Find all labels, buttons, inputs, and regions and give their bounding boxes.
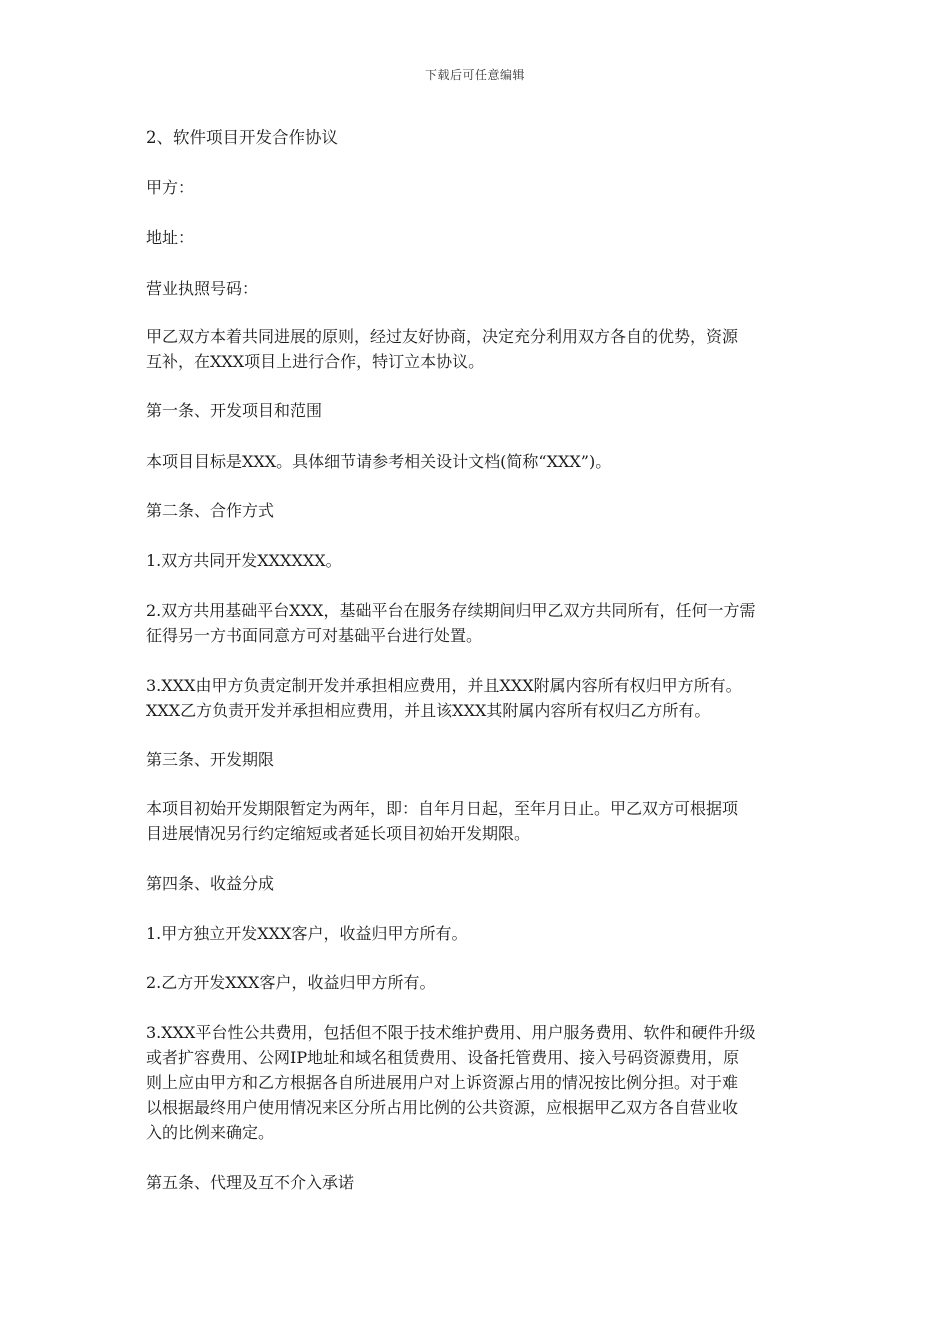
article-4-item-2: 2.乙方开发XXX客户，收益归甲方所有。 — [146, 973, 436, 992]
article-2-item-2 — [146, 598, 811, 648]
license-number-label: 营业执照号码： — [146, 279, 259, 298]
article-2-item-2-line: 2.双方共用基础平台XXX，基础平台在服务存续期间归甲乙双方共同所有，任何一方需 — [146, 601, 756, 620]
article-4-item-3 — [146, 1020, 811, 1145]
article-3-text — [146, 796, 811, 846]
article-5-title: 第五条、代理及互不介入承诺 — [146, 1173, 355, 1192]
article-1-text: 本项目目标是XXX。具体细节请参考相关设计文档(简称“XXX”)。 — [146, 452, 612, 471]
article-3-text-line: 目进展情况另行约定缩短或者延长项目初始开发期限。 — [146, 824, 531, 843]
article-4-item-3-line: 3.XXX平台性公共费用，包括但不限于技术维护费用、用户服务费用、软件和硬件升级 — [146, 1023, 756, 1042]
article-4-item-1: 1.甲方独立开发XXX客户，收益归甲方所有。 — [146, 924, 468, 943]
article-2-item-2-line: 征得另一方书面同意方可对基础平台进行处置。 — [146, 626, 483, 645]
article-2-item-3 — [146, 673, 811, 723]
article-2-title: 第二条、合作方式 — [146, 501, 275, 520]
article-2-item-3-line: XXX乙方负责开发并承担相应费用，并且该XXX其附属内容所有权归乙方所有。 — [146, 701, 711, 720]
article-2-item-1: 1.双方共同开发XXXXXX。 — [146, 551, 342, 570]
page-header-note: 下载后可任意编辑 — [424, 68, 525, 82]
address-label: 地址： — [146, 228, 195, 247]
party-a-label: 甲方： — [146, 178, 195, 197]
intro-paragraph — [146, 324, 811, 374]
article-2-item-3-line: 3.XXX由甲方负责定制开发并承担相应费用，并且XXX附属内容所有权归甲方所有。 — [146, 676, 742, 695]
article-4-item-3-line: 则上应由甲方和乙方根据各自所进展用户对上诉资源占用的情况按比例分担。对于难 — [146, 1073, 739, 1092]
article-4-title: 第四条、收益分成 — [146, 874, 275, 893]
intro-line: 甲乙双方本着共同进展的原则，经过友好协商，决定充分利用双方各自的优势，资源 — [146, 327, 739, 346]
article-4-item-3-line: 入的比例来确定。 — [146, 1123, 275, 1142]
article-4-item-3-line: 或者扩容费用、公网IP地址和域名租赁费用、设备托管费用、接入号码资源费用，原 — [146, 1048, 740, 1067]
article-4-item-3-line: 以根据最终用户使用情况来区分所占用比例的公共资源，应根据甲乙双方各自营业收 — [146, 1098, 739, 1117]
intro-line: 互补，在XXX项目上进行合作，特订立本协议。 — [146, 352, 485, 371]
article-3-text-line: 本项目初始开发期限暂定为两年，即：自年月日起，至年月日止。甲乙双方可根据项 — [146, 799, 739, 818]
article-1-title: 第一条、开发项目和范围 — [146, 401, 323, 420]
document-title: 2、软件项目开发合作协议 — [146, 128, 338, 147]
article-3-title: 第三条、开发期限 — [146, 750, 275, 769]
